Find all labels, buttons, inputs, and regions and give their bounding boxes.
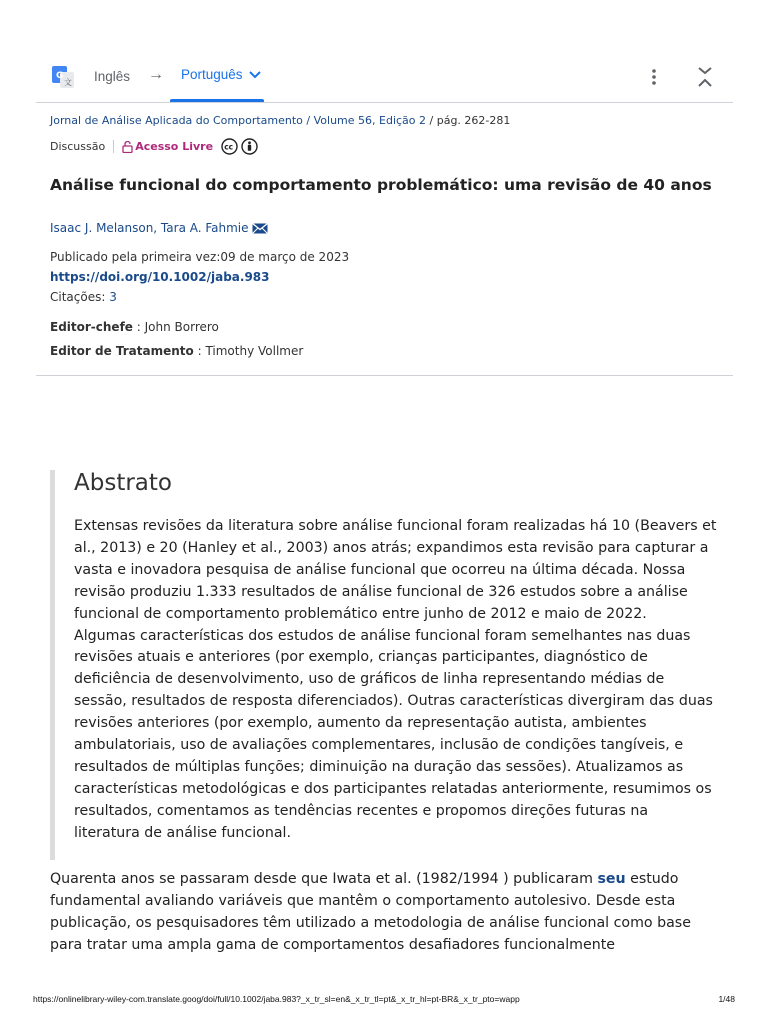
body-text-before-link: Quarenta anos se passaram desde que Iwata et al. (1982/1994 ) publicaram [50,871,598,887]
open-access-badge [122,140,213,153]
editor-action-sep: : [193,344,206,358]
abstract-line: Extensas revisões da literatura sobre análise funcional foram realizadas há 10 (Beavers et [74,518,717,534]
abstract-line: revisões atuais e anteriores (por exemplo, crianças participantes, diagnóstico de [74,649,648,666]
translate-bar-divider [36,102,733,103]
editor-action [50,344,733,358]
published-value: 09 de março de 2023 [220,250,350,264]
svg-text:cc: cc [224,142,234,152]
abstract-line: sessão, resultados de resposta diferenciados). Outras características divergiram das duas [74,693,713,710]
published-date [50,250,733,264]
editor-action-name: Timothy Vollmer [205,344,304,358]
creative-commons-icon [221,138,238,155]
editor-chief-sep: : [132,320,145,334]
journal-breadcrumb [50,114,733,127]
article-badges [50,138,733,155]
abstract-text [74,516,724,845]
svg-text:G: G [56,71,64,81]
abstract-line: resultados, comentamos as tendências recentes e propomos direções futuras na [74,802,649,819]
body-line: fundamental avaliando variáveis que mantêm o comportamento autolesivo. Desde esta [50,892,676,909]
chevron-down-icon [249,71,261,79]
abstract-line: al., 2013) e 20 (Hanley et al., 2003) anos atrás; expandimos esta revisão para capturar a [74,539,709,556]
abstract-line: revisão produziu 1.333 resultados de análise funcional de 326 estudos sobre a análise [74,583,688,600]
abstract-line: vasta e inovadora pesquisa de análise funcional que ocorreu na última década. Nossa [74,561,686,578]
body-text-after-link: estudo [625,871,679,887]
svg-text:文: 文 [64,78,72,87]
editor-action-label: Editor de Tratamento [50,344,194,358]
email-icon[interactable] [252,223,268,234]
editor-chief-name: John Borrero [144,320,219,334]
editor-chief-label: Editor-chefe [50,320,133,334]
collapse-icon[interactable] [694,66,716,88]
article-title: Análise funcional do comportamento problemático: uma revisão de 40 anos [50,176,712,194]
target-language[interactable] [181,67,261,82]
attribution-icon [241,138,258,155]
abstract-line: Algumas características dos estudos de análise funcional foram semelhantes nas duas [74,627,691,644]
more-vert-icon[interactable] [648,68,660,86]
citations [50,290,733,304]
google-translate-icon[interactable] [52,66,74,88]
lock-open-icon [122,141,133,153]
metadata-divider [36,375,733,376]
body-line: para tratar uma ampla gama de comportamentos desafiadores funcionalmente [50,936,615,953]
abstract-heading: Abstrato [74,470,172,496]
abstract-line: resultados de múltiplas funções; diminuição na duração das sessões). Atualizamos as [74,758,684,775]
print-footer [33,994,735,1004]
translate-bar [36,56,733,102]
license-icons[interactable] [221,138,258,155]
article-authors [50,221,733,235]
journal-pages: / pág. 262-281 [426,114,511,127]
body-line [50,869,720,891]
citations-count[interactable]: 3 [109,290,117,304]
abstract-line: características metodológicas e dos participantes relatadas anteriormente, resumimos os [74,780,712,797]
print-url: https://onlinelibrary-wiley-com.translate.goog/doi/full/10.1002/jaba.983?_x_tr_sl=en&_x_tr_tl=pt&_x_tr_hl=pt-BR&_x_tr_pto=wapp [33,994,520,1004]
discussion-badge: Discussão [50,140,114,153]
abstract-line: revisões anteriores (por exemplo, aumento da representação autista, ambientes [74,715,647,732]
journal-link[interactable]: Jornal de Análise Aplicada do Comportamento / Volume 56, Edição 2 [50,114,427,127]
target-language-label: Português [181,67,243,82]
abstract-line: funcional de comportamento problemático entre junho de 2012 e maio de 2022. [74,605,647,622]
body-paragraph [50,869,720,957]
editor-chief [50,320,733,334]
abstract-line: deficiência de desenvolvimento, uso de gráficos de linha representando médias de [74,671,665,688]
arrow-right-icon: → [148,66,164,83]
doi-link[interactable]: https://doi.org/10.1002/jaba.983 [50,270,270,284]
abstract-line: ambulatoriais, uso de avaliações complementares, inclusão de condições tangíveis, e [74,737,684,754]
author-links[interactable]: Isaac J. Melanson, Tara A. Fahmie [50,221,249,235]
citations-label: Citações: [50,290,110,304]
source-language[interactable]: Inglês [94,69,131,84]
abstract-section [50,470,725,860]
published-label: Publicado pela primeira vez: [50,250,221,264]
abstract-line: literatura de análise funcional. [74,824,291,841]
reference-link[interactable]: seu [597,871,626,887]
body-line: publicação, os pesquisadores têm utilizado a metodologia de análise funcional como base [50,914,691,931]
open-access-label: Acesso Livre [135,140,214,153]
print-page-number: 1/48 [718,994,735,1004]
